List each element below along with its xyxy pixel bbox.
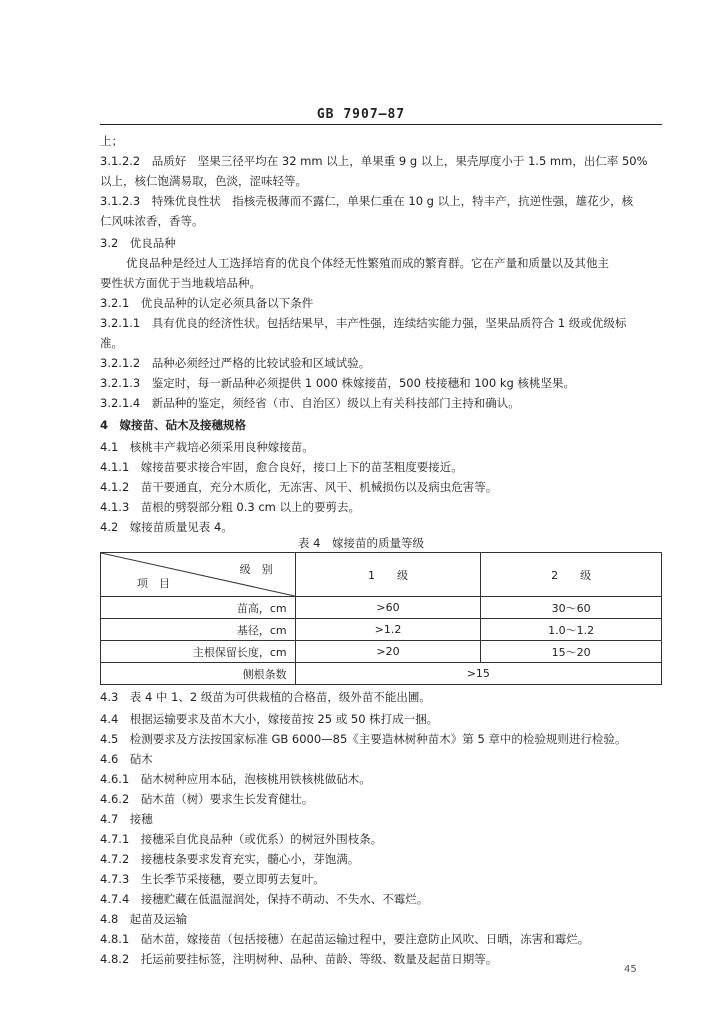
body-line: 3.2.1.4 新品种的鉴定，须经省（市、自治区）级以上有关科技部门主持和确认。 — [100, 396, 520, 410]
row-item: 主根保留长度，cm — [101, 641, 296, 663]
grade-1-value: >60 — [295, 597, 481, 619]
body-line: 3.1.2.3 特殊优良性状 指核壳极薄而不露仁，单果仁重在 10 g 以上，特丰产，抗逆性强，雄花少，核 — [100, 194, 634, 208]
body-line: 3.2 优良品种 — [100, 236, 176, 250]
header-grade-label: 级 别 — [239, 563, 273, 576]
body-line: 优良品种是经过人工选择培育的优良个体经无性繁殖而成的繁育群。它在产量和质量以及其他主 — [126, 256, 609, 270]
body-line: 3.2.1 优良品种的认定必须具备以下条件 — [100, 296, 314, 310]
row-item: 侧根条数 — [101, 663, 296, 685]
table-row — [101, 619, 662, 641]
header-item-label: 项 目 — [137, 577, 170, 590]
body-line: 4.7 接穗 — [100, 812, 153, 826]
body-line: 4.7.4 接穗贮藏在低温湿润处，保持不萌动、不失水、不霉烂。 — [100, 892, 429, 906]
body-line: 4.6 砧木 — [100, 752, 153, 766]
grade-2-value: 1.0～1.2 — [481, 619, 662, 641]
body-line: 准。 — [100, 336, 123, 350]
body-line: 上； — [100, 134, 123, 148]
body-line: 4.6.1 砧木树种应用本砧，泡核桃用铁核桃做砧木。 — [100, 772, 371, 786]
seedling-quality-table — [100, 552, 662, 685]
body-line: 4.1 核桃丰产栽培必须采用良种嫁接苗。 — [100, 440, 314, 454]
section-heading: 4 嫁接苗、砧木及接穗规格 — [100, 418, 247, 432]
body-line: 4.5 检测要求及方法按国家标准 GB 6000—85《主要造林树种苗木》第 5 章中的检验规则进行检验。 — [100, 732, 627, 746]
body-line: 以上，核仁饱满易取，色淡，涩味轻等。 — [100, 174, 307, 188]
header-rule — [100, 124, 662, 125]
body-line: 4.4 根据运输要求及苗木大小，嫁接苗按 25 或 50 株打成一捆。 — [100, 712, 439, 726]
row-item: 基径，cm — [101, 619, 296, 641]
grade-2-value: 30～60 — [481, 597, 662, 619]
table-caption: 表 4 嫁接苗的质量等级 — [298, 536, 424, 550]
body-line: 4.6.2 砧木苗（树）要求生长发育健壮。 — [100, 792, 314, 806]
grade-1-value: >1.2 — [295, 619, 481, 641]
diagonal-header-cell — [101, 553, 296, 597]
body-line: 4.7.2 接穗枝条要求发育充实，髓心小，芽饱满。 — [100, 852, 360, 866]
grade-2-value: 15～20 — [481, 641, 662, 663]
body-line: 4.1.3 苗根的劈裂部分粗 0.3 cm 以上的要剪去。 — [100, 500, 361, 514]
body-line: 3.2.1.2 品种必须经过严格的比较试验和区域试验。 — [100, 356, 371, 370]
body-line: 4.2 嫁接苗质量见表 4。 — [100, 520, 233, 534]
table-row — [101, 663, 662, 685]
grade-1-header: 1 级 — [295, 553, 481, 597]
body-line: 4.7.3 生长季节采接穗，要立即剪去复叶。 — [100, 872, 325, 886]
grade-1-value: >20 — [295, 641, 481, 663]
body-line: 4.3 表 4 中 1、2 级苗为可供栽植的合格苗，级外苗不能出圃。 — [100, 690, 431, 704]
body-line: 3.2.1.1 具有优良的经济性状。包括结果早，丰产性强，连续结实能力强，坚果品质符合 1 级或优级标 — [100, 316, 627, 330]
table-row — [101, 597, 662, 619]
body-line: 3.2.1.3 鉴定时，每一新品种必须提供 1 000 株嫁接苗，500 枝接穗和 100 kg 核桃坚果。 — [100, 376, 575, 390]
table-row — [101, 641, 662, 663]
body-line: 4.7.1 接穗采自优良品种（或优系）的树冠外围枝条。 — [100, 832, 383, 846]
body-line: 4.8.2 托运前要挂标签，注明树种、品种、苗龄、等级、数量及起苗日期等。 — [100, 952, 498, 966]
grade-2-header: 2 级 — [481, 553, 662, 597]
row-item: 苗高，cm — [101, 597, 296, 619]
body-line: 3.1.2.2 品质好 坚果三径平均在 32 mm 以上，单果重 9 g 以上，果壳厚度小于 1.5 mm，出仁率 50% — [100, 154, 648, 168]
standard-code-header: GB 7907—87 — [316, 107, 406, 122]
body-line: 4.1.2 苗干要通直，充分木质化，无冻害、风干、机械损伤以及病虫危害等。 — [100, 480, 498, 494]
body-line: 4.1.1 嫁接苗要求接合牢固，愈合良好，接口上下的苗茎粗度要接近。 — [100, 460, 463, 474]
merged-value: >15 — [295, 663, 661, 685]
body-line: 4.8.1 砧木苗，嫁接苗（包括接穗）在起苗运输过程中，要注意防止风吹、日晒，冻害和霉烂。 — [100, 932, 590, 946]
body-line: 要性状方面优于当地栽培品种。 — [100, 276, 261, 290]
body-line: 仁风味浓香，香等。 — [100, 214, 204, 228]
page-number: 45 — [624, 964, 637, 975]
body-line: 4.8 起苗及运输 — [100, 912, 188, 926]
